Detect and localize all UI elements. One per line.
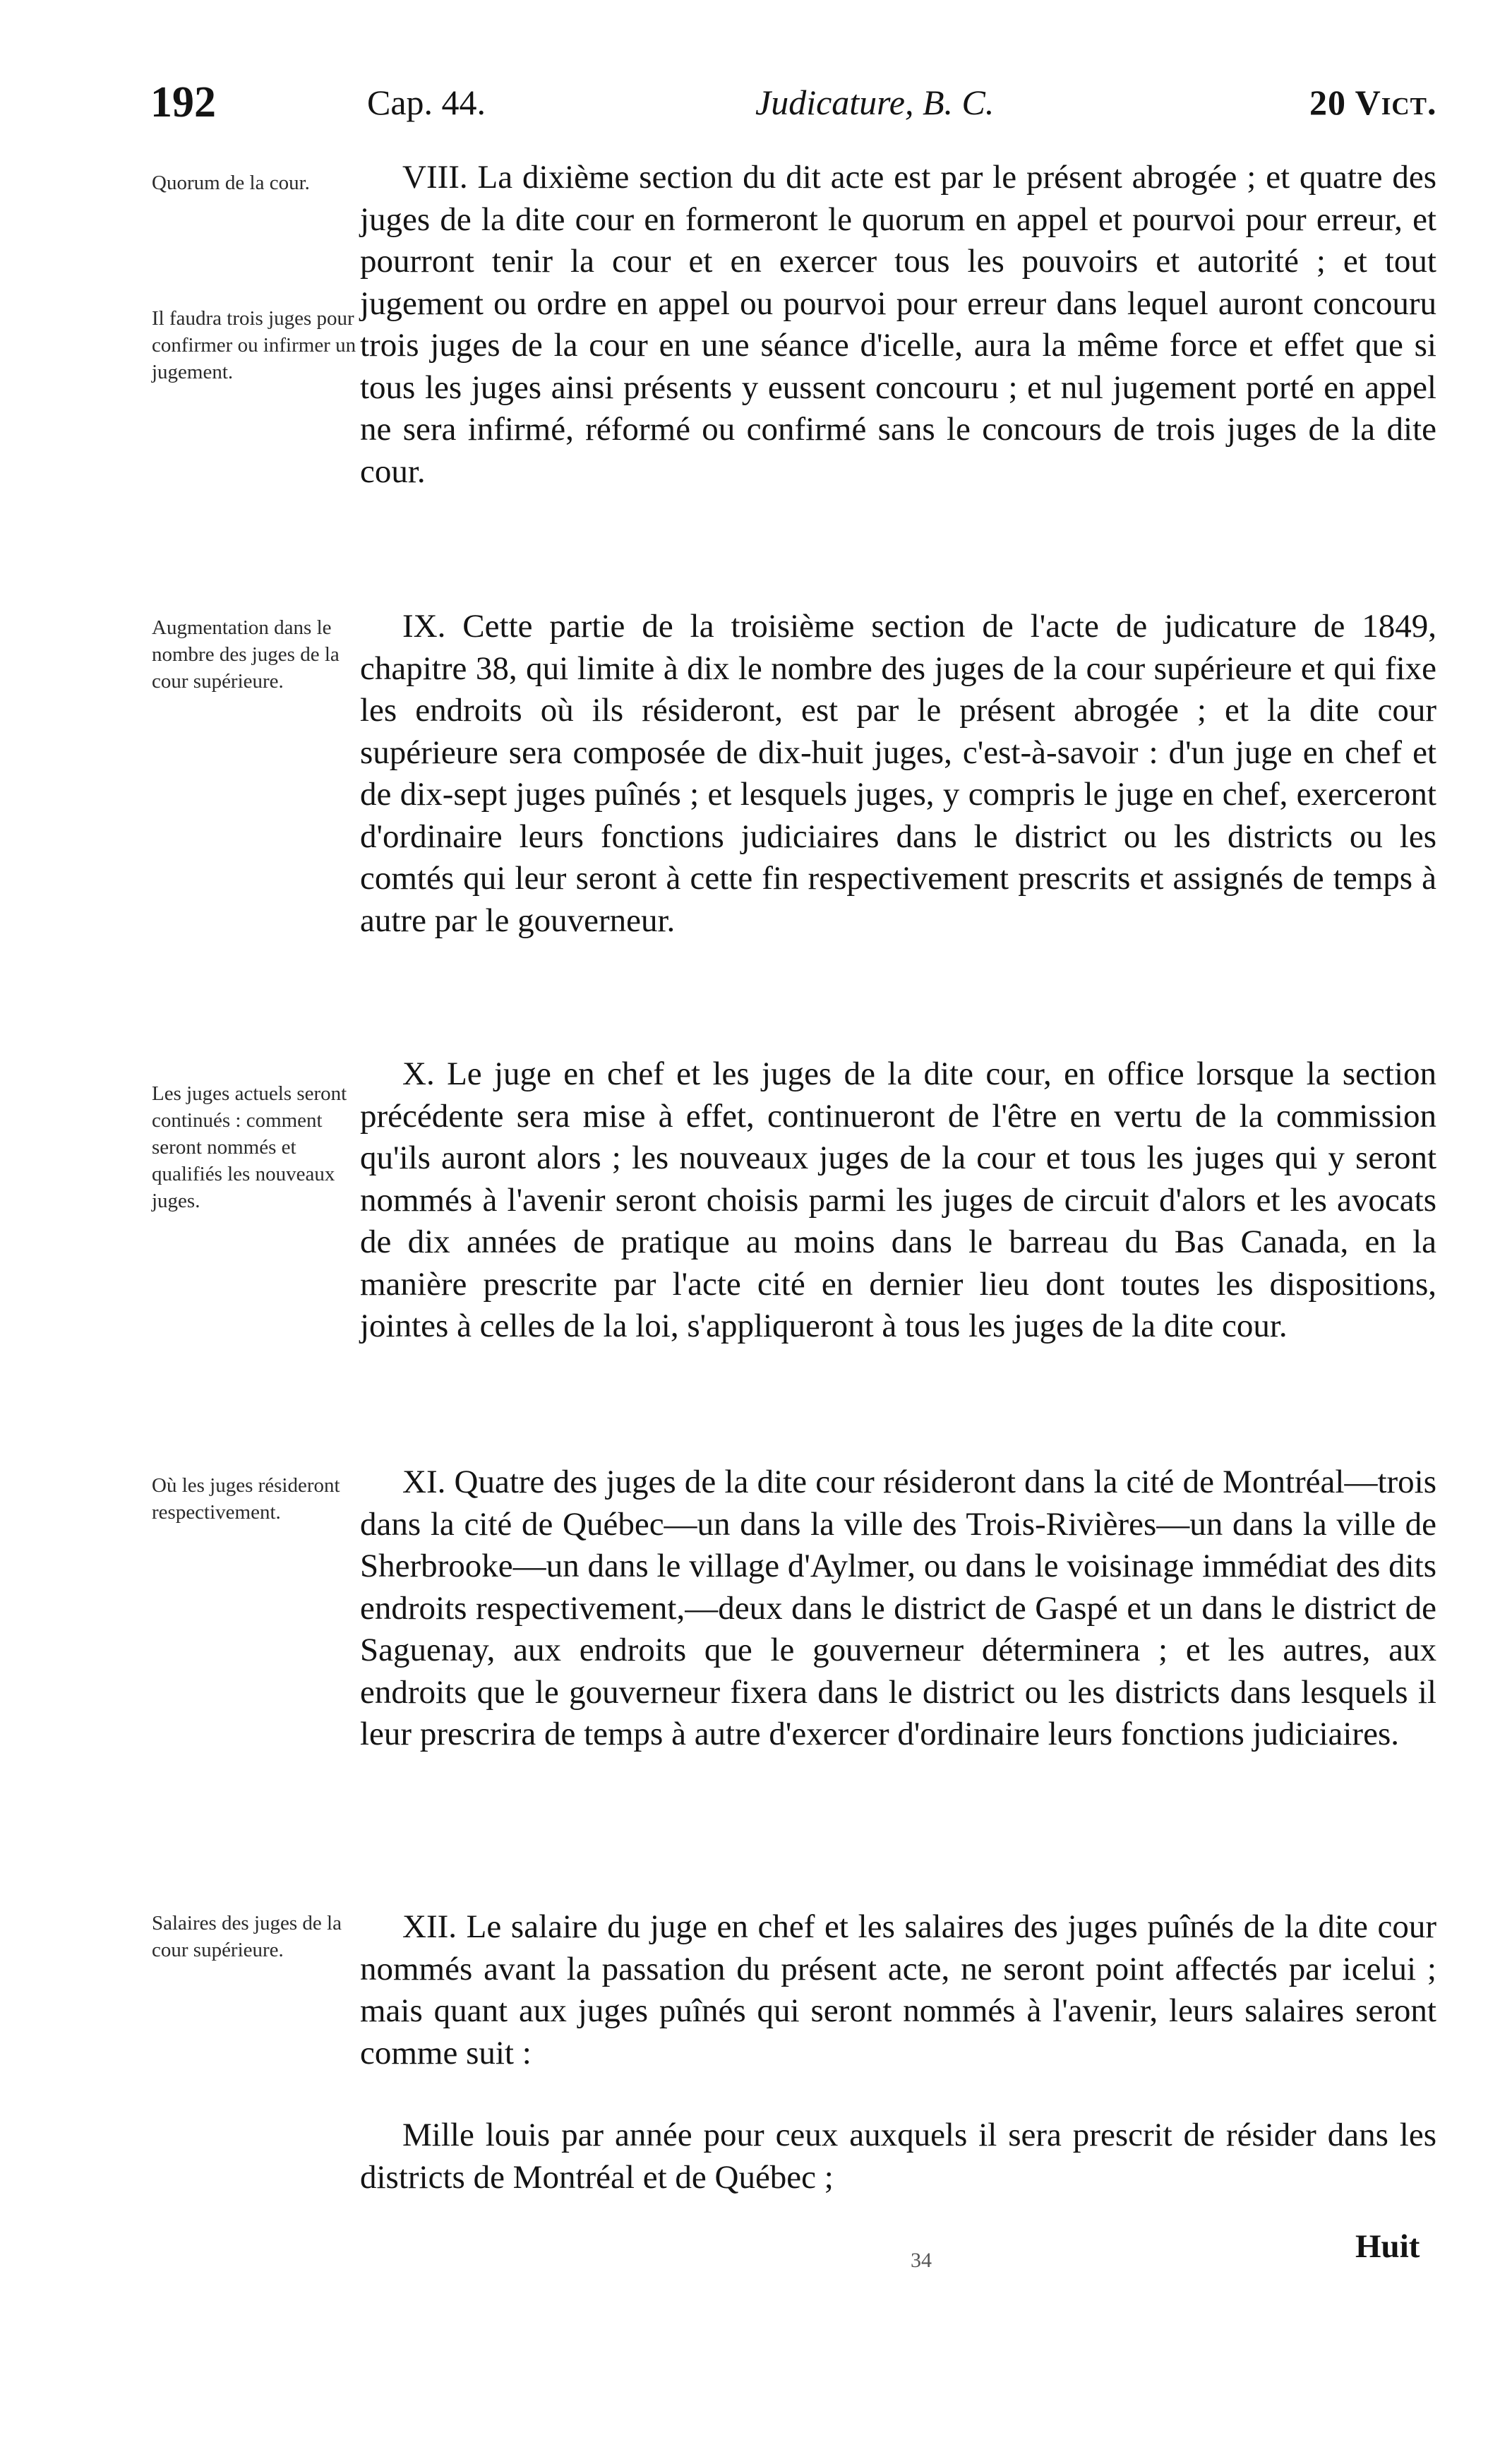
signature-mark: 34 bbox=[911, 2249, 932, 2272]
section-ix bbox=[360, 606, 1436, 942]
running-header bbox=[0, 71, 1512, 134]
section-xi bbox=[360, 1461, 1436, 1756]
section-number: XI. bbox=[402, 1464, 446, 1500]
section-x bbox=[360, 1053, 1436, 1348]
section-text: Le salaire du juge en chef et les salaires des juges puînés de la dite cour nommés avant la passation du présent acte, ne seront point affectés par icelui ; mais quant aux juges puînés qui seront nommés à l'avenir, leurs salaires seront comme suit : bbox=[360, 1908, 1436, 2071]
section-number: VIII. bbox=[402, 159, 468, 196]
page-number: 192 bbox=[150, 78, 216, 126]
section-xii bbox=[360, 1906, 1436, 2074]
catchword: Huit bbox=[1355, 2228, 1420, 2265]
chapter-reference: Cap. 44. bbox=[367, 83, 486, 122]
regnal-year: 20 Vict. bbox=[1309, 83, 1437, 122]
margin-note: Il faudra trois juges pour confirmer ou infirmer un jugement. bbox=[152, 307, 356, 383]
margin-note: Quorum de la cour. bbox=[152, 172, 310, 194]
closing-paragraph: Mille louis par année pour ceux auxquels il sera prescrit de résider dans les districts de Montréal et de Québec ; bbox=[360, 2117, 1436, 2196]
section-text: La dixième section du dit acte est par le présent abrogée ; et quatre des juges de la dite cour en formeront le quorum en appel et pourvoi pour erreur, et pourront tenir la cour et en exercer tous les pouvoirs et autorité ; et tout jugement ou ordre en appel ou pourvoi pour erreur dans lequel auront concouru trois juges de la cour en une séance d'icelle, aura la même force et effet que si tous les juges ainsi présents y eussent concouru ; et nul jugement porté en appel ne sera infirmé, réformé ou confirmé sans le concours de trois juges de la dite cour. bbox=[360, 159, 1436, 490]
section-number: IX. bbox=[402, 608, 446, 645]
margin-note: Où les juges résideront respectivement. bbox=[152, 1474, 340, 1524]
running-title: Judicature, B. C. bbox=[755, 83, 995, 122]
section-number: XII. bbox=[402, 1908, 457, 1945]
section-number: X. bbox=[402, 1055, 435, 1092]
margin-note: Les juges actuels seront continués : comment seront nommés et qualifiés les nouveaux juges. bbox=[152, 1082, 347, 1212]
section-viii bbox=[360, 157, 1436, 493]
margin-note: Salaires des juges de la cour supérieure. bbox=[152, 1912, 342, 1961]
margin-note: Augmentation dans le nombre des juges de la cour supérieure. bbox=[152, 616, 340, 693]
section-text: Le juge en chef et les juges de la dite cour, en office lorsque la section précédente sera mise à effet, continueront de l'être en vertu de la commission qu'ils auront alors ; les nouveaux juges de la cour et tous les juges qui y seront nommés à l'avenir seront choisis parmi les juges de circuit d'alors et les avocats de dix années de pratique au moins dans le barreau du Bas Canada, en la manière prescrite par l'acte cité en dernier lieu dont toutes les dispositions, jointes à celles de la loi, s'appliqueront à tous les juges de la dite cour. bbox=[360, 1055, 1437, 1344]
section-text: Cette partie de la troisième section de l'acte de judicature de 1849, chapitre 38, qui limite à dix le nombre des juges de la cour supérieure et qui fixe les endroits où ils résideront, est par le présent abrogée ; et la dite cour supérieure sera composée de dix-huit juges, c'est-à-savoir : d'un juge en chef et de dix-sept juges puînés ; et lesquels juges, y compris le juge en chef, exerceront d'ordinaire leurs fonctions judiciaires dans le district ou les districts ou les comtés qui leur seront à cette fin respectivement prescrits et assignés de temps à autre par le gouverneur. bbox=[360, 608, 1437, 939]
section-text: Quatre des juges de la dite cour résideront dans la cité de Montréal—trois dans la cité de Québec—un dans la ville des Trois-Rivières—un dans la ville de Sherbrooke—un dans le village d'Aylmer, ou dans le voisinage immédiat des dits endroits respectivement,—deux dans le district de Gaspé et un dans le district de Saguenay, aux endroits que le gouverneur déterminera ; et les autres, aux endroits que le gouverneur fixera dans le district ou les districts dans lesquels il leur prescrira de temps à autre d'exercer d'ordinaire leurs fonctions judiciaires. bbox=[360, 1464, 1436, 1752]
